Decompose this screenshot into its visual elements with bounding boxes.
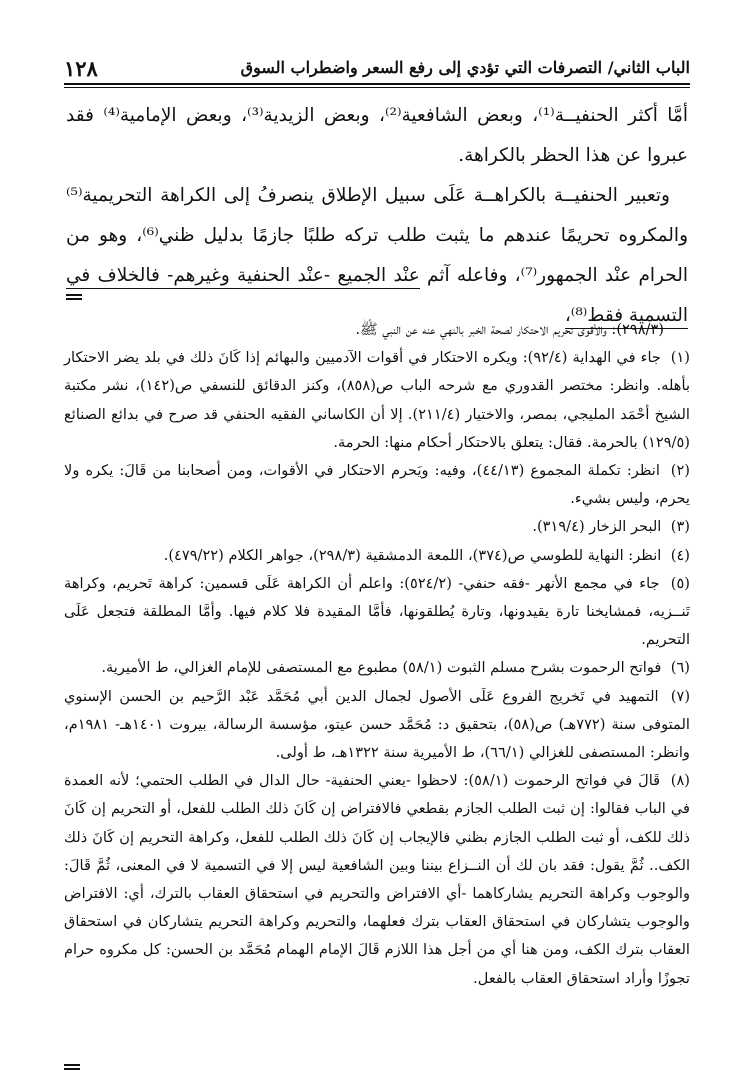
footnote-7 [64,683,690,768]
footnote-separator [66,294,82,300]
paragraph-2-text: وتعبير الحنفيــة بالكراهــة عَلَى سبيل الإطلاق ينصرفُ إلى الكراهة التحريمية⁽⁵⁾ والمكروه تحريمًا عندهم ما يثبت طلب تركه طلبًا جازمًا بدليل ظني⁽⁶⁾، وهو من الحرام عنْد الجمهور⁽⁷⁾، وفاعله آثم [66,185,689,286]
footnote-text: انظر: تكملة المجموع (٤٤/١٣)، وفيه: ويَحرم الاحتكار في الأقوات، ومن أصحابنا من قَالَ: يكره ولا يحرم، وليس بشيء. [64,462,690,508]
footnote-4 [64,542,690,570]
footnote-5 [64,570,690,655]
footnote-number: (٥) [670,574,690,592]
footnote-number: (٣) [670,518,690,536]
footnotes-section [64,316,690,993]
footnote-number: (١) [670,349,690,367]
page-number: ١٢٨ [64,56,98,81]
header-rule [64,83,690,85]
footnote-number: (٢) [670,462,690,480]
footnote-2 [64,457,690,513]
footnote-6 [64,654,690,682]
footnote-continuation: (٢٩٨/٣): والأقوى تحريم الاحتكار لصحة الخبر بالنهي عنه عن النبي ﷺ. [355,321,664,338]
paragraph-2 [66,176,688,336]
running-title: الباب الثاني/ التصرفات التي تؤدي إلى رفع السعر واضطراب السوق [240,58,690,77]
footnote-text: التمهيد في تَخريج الفروع عَلَى الأصول لجمال الدين أبي مُحَمَّد عَبْد الرَّحيم بن الحسن الإسنوي المتوفى سنة (٧٧٢هـ) ص(٥٨)، بتحقيق د: مُحَمَّد حسن عيتو، مؤسسة الرسالة، بيروت ١٤٠١هـ- ١٩٨١م، وانظر: المستصفى للغزالي (٦٦/١)، ط الأميرية سنة ١٣٢٢هـ، ط أولى. [64,687,690,762]
footnote-text: البحر الزخار (٣١٩/٤). [532,518,662,536]
footnote-text: قَالَ في فواتح الرحموت (٥٨/١): لاحظوا -يعني الحنفية- حال الدال في الطلب الحتمي؛ لأنه العمدة في الباب فقالوا: إن ثبت الطلب الجازم بقطعي فالافتراض إن كَانَ ذلك الطلب للفعل، أو التحريم إن كَانَ ذلك للكف، أو ثبت الطلب الجازم بظني فالإيجاب إن كَانَ ذلك الطلب للفعل، وكراهة التحريم إن كَانَ ذلك الكف.. ثُمَّ يقول: فقد بان لك أن النــزاع بيننا وبين الشافعية ليس إلا في التسمية لا في المعنى، ثُمَّ قَالَ: والوجوب وكراهة التحريم يشاركاهما -أي الافتراض والتحريم في استحقاق العقاب بالترك، أي: الافتراض والوجوب يتشاركان في استحقاق العقاب بترك فعلهما، والتحريم وكراهة التحريم يتشاركان في استحقاق العقاب بترك الكف، ومن هنا أي من أجل هذا اللازم قَالَ الإمام الهمام مُحَمَّد بن الحسن: كل مكروه حرام تجوزًا وأراد استحقاق العقاب بالفعل. [64,772,690,987]
footnote-text: جاء في الهداية (٩٢/٤): ويكره الاحتكار في أقوات الآدميين والبهائم إذا كَانَ ذلك في بلد يضر الاحتكار بأهله. وانظر: مختصر القدوري مع شرحه الباب ص(٨٥٨)، وكنز الدقائق للنسفي ص(١٤٢)، نشر مكتبة الشيخ أحْمَد المليجي، بمصر، والاختيار (٢١١/٤). إلا أن الكاساني الفقيه الحنفي قد صرح في بدائع الصنائع (١٢٩/٥) بالحرمة. فقال: يتعلق بالاحتكار أحكام منها: الحرمة. [64,349,691,451]
footnote-8 [64,767,690,993]
page-header [64,56,690,82]
paragraph-1: أمَّا أكثر الحنفيــة⁽¹⁾، وبعض الشافعية⁽²⁾، وبعض الزيدية⁽³⁾، وبعض الإمامية⁽⁴⁾ فقد عبروا عن هذا الحظر بالكراهة. [66,105,688,166]
footnote-number: (٤) [670,546,690,564]
footnote-1 [64,344,690,457]
footnote-text: فواتح الرحموت بشرح مسلم الثبوت (٥٨/١) مطبوع مع المستصفى للإمام الغزالي، ط الأميرية. [101,659,662,677]
main-text [66,96,688,336]
continuation-mark [64,1064,80,1070]
underlined-phrase: عنْد الجميع -عنْد الحنفية وغيرهم- فالخلاف في التسمية فقط⁽⁸⁾، [66,265,688,329]
footnote-text: جاء في مجمع الأنهر -فقه حنفي- (٥٢٤/٢): واعلم أن الكراهة عَلَى قسمين: كراهة تَحريم، وكراهة تَنــزيه، فمشايخنا تارة يقيدونها، وتارة يُطلقونها، فأمَّا المقيدة فلا كلام فيها. وأمَّا المطلقة فتجعل عَلَى التحريم. [64,574,690,649]
footnote-number: (٦) [670,659,690,677]
footnote-3 [64,513,690,541]
footnote-number: (٨) [670,772,690,790]
footnote-text: انظر: النهاية للطوسي ص(٣٧٤)، اللمعة الدمشقية (٢٩٨/٣)، جواهر الكلام (٤٧٩/٢٢). [163,546,662,564]
header-rule-thin [64,87,690,88]
footnote-number: (٧) [670,687,691,705]
